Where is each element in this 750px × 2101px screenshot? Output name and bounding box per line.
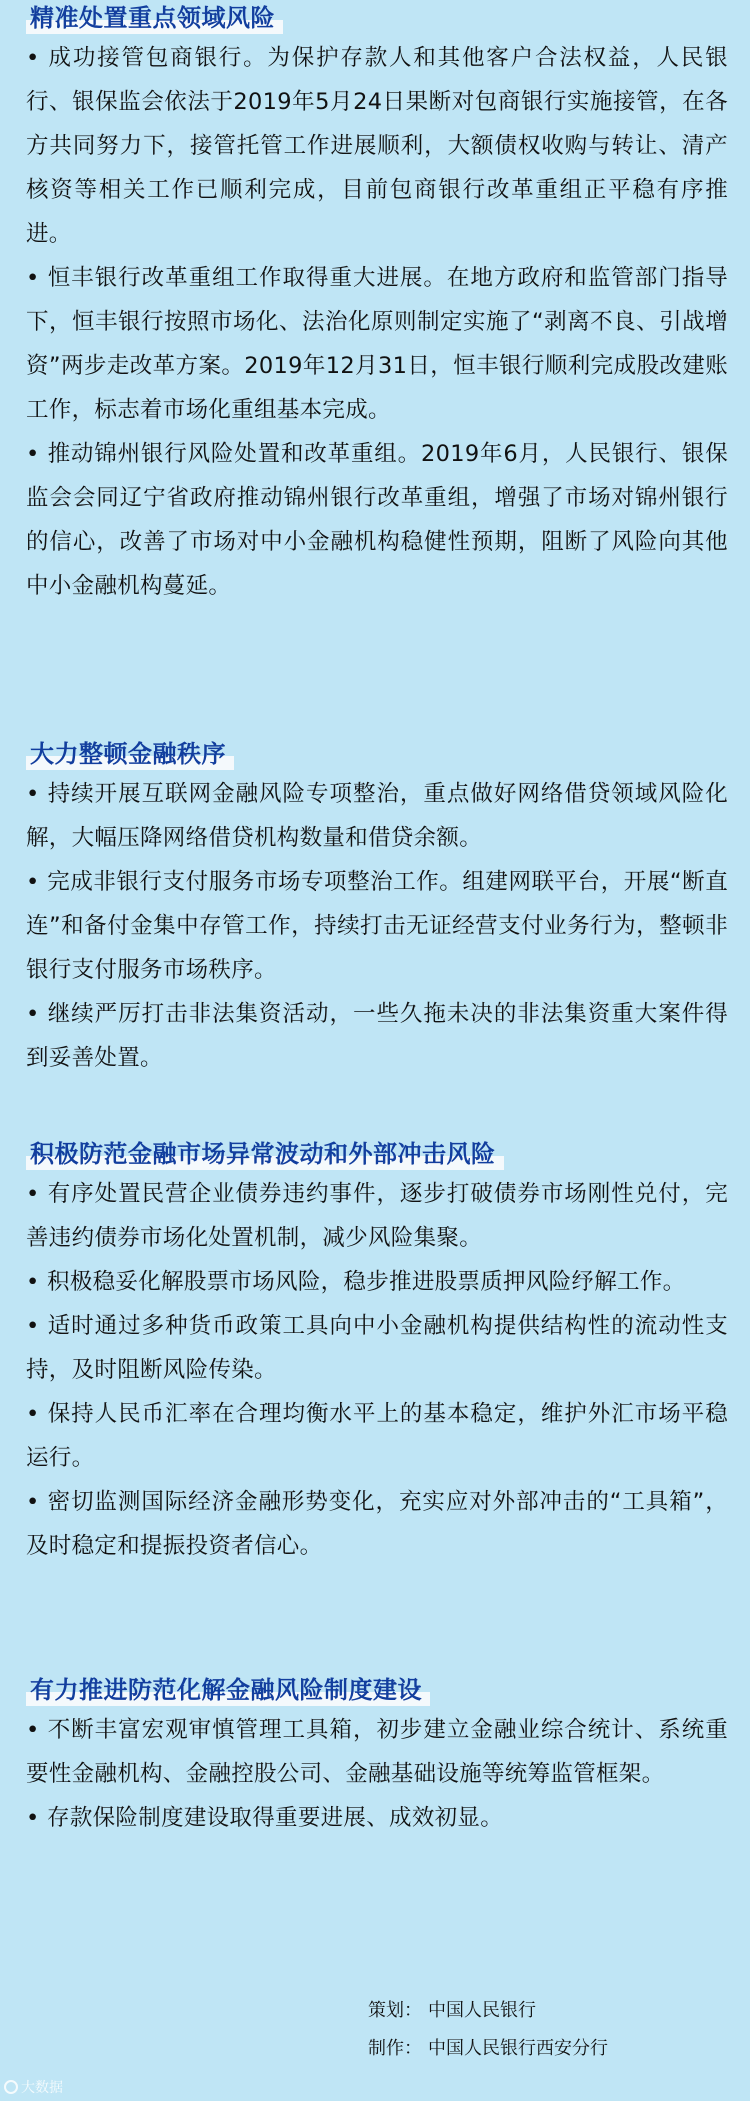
section-heading <box>26 1136 504 1172</box>
credit-planner-label: 策划： <box>368 2000 422 2021</box>
list-item: • 有序处置民营企业债券违约事件，逐步打破债券市场刚性兑付，完善违约债券市场化处置机制，减少风险集聚。 <box>26 1181 728 1251</box>
section-heading-text: 积极防范金融市场异常波动和外部冲击风险 <box>30 1140 496 1168</box>
watermark <box>4 2077 63 2097</box>
credit-planner <box>368 1992 688 2030</box>
watermark-logo-icon <box>4 2080 18 2094</box>
section-financial-order <box>0 736 750 1080</box>
credit-producer-value: 中国人民银行西安分行 <box>428 2038 608 2059</box>
credit-producer <box>368 2030 688 2068</box>
list-item: • 持续开展互联网金融风险专项整治，重点做好网络借贷领域风险化解，大幅压降网络借贷机构数量和借贷余额。 <box>26 781 728 851</box>
list-item: • 恒丰银行改革重组工作取得重大进展。在地方政府和监管部门指导下，恒丰银行按照市场化、法治化原则制定实施了“剥离不良、引战增资”两步走改革方案。2019年12月31日，恒丰银行顺利完成股改建账工作，标志着市场化重组基本完成。 <box>26 265 728 423</box>
section-heading <box>26 736 234 772</box>
section-heading-text: 精准处置重点领域风险 <box>30 4 275 32</box>
section-key-risk <box>0 0 750 608</box>
list-item: • 积极稳妥化解股票市场风险，稳步推进股票质押风险纾解工作。 <box>26 1269 686 1295</box>
list-item: • 保持人民币汇率在合理均衡水平上的基本稳定，维护外汇市场平稳运行。 <box>26 1401 728 1471</box>
section-heading <box>26 0 283 36</box>
list-item: • 成功接管包商银行。为保护存款人和其他客户合法权益，人民银行、银保监会依法于2019年5月24日果断对包商银行实施接管，在各方共同努力下，接管托管工作进展顺利，大额债权收购与转让、清产核资等相关工作已顺利完成，目前包商银行改革重组正平稳有序推进。 <box>26 45 728 247</box>
section-heading-text: 大力整顿金融秩序 <box>30 740 226 768</box>
section-heading-text: 有力推进防范化解金融风险制度建设 <box>30 1676 422 1704</box>
list-item: • 继续严厉打击非法集资活动，一些久拖未决的非法集资重大案件得到妥善处置。 <box>26 1001 728 1071</box>
watermark-text: 大数据 <box>21 2080 63 2096</box>
section-institution-building <box>0 1672 750 1840</box>
list-item: • 推动锦州银行风险处置和改革重组。2019年6月，人民银行、银保监会会同辽宁省政府推动锦州银行改革重组，增强了市场对锦州银行的信心，改善了市场对中小金融机构稳健性预期，阻断了风险向其他中小金融机构蔓延。 <box>26 441 728 599</box>
credit-producer-label: 制作： <box>368 2038 422 2059</box>
section-market-risk <box>0 1136 750 1568</box>
credit-planner-value: 中国人民银行 <box>428 2000 536 2021</box>
section-heading <box>26 1672 430 1708</box>
list-item: • 不断丰富宏观审慎管理工具箱，初步建立金融业综合统计、系统重要性金融机构、金融控股公司、金融基础设施等统筹监管框架。 <box>26 1717 728 1787</box>
list-item: • 密切监测国际经济金融形势变化，充实应对外部冲击的“工具箱”，及时稳定和提振投资者信心。 <box>26 1489 728 1559</box>
list-item: • 存款保险制度建设取得重要进展、成效初显。 <box>26 1805 504 1831</box>
list-item: • 适时通过多种货币政策工具向中小金融机构提供结构性的流动性支持，及时阻断风险传染。 <box>26 1313 728 1383</box>
credits <box>368 1992 688 2068</box>
list-item: • 完成非银行支付服务市场专项整治工作。组建网联平台，开展“断直连”和备付金集中存管工作，持续打击无证经营支付业务行为，整顿非银行支付服务市场秩序。 <box>26 869 728 983</box>
